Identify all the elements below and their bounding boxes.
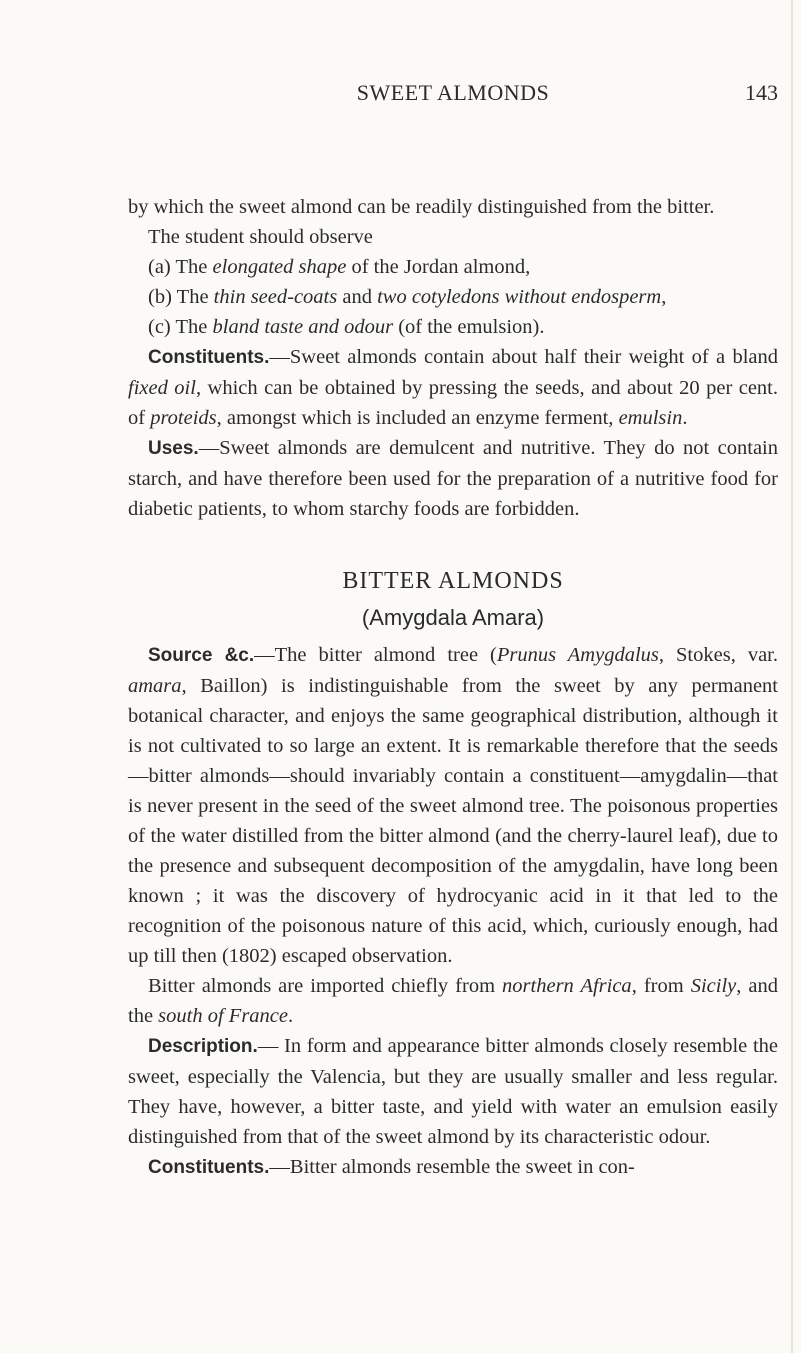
text-run: —Sweet almonds are demulcent and nutritive. They do not contain starch, and have therefore been used for the preparation of a nutritive food for diabetic patients, to whom starchy foods are forbidden. bbox=[128, 437, 778, 520]
list-item-b bbox=[128, 282, 778, 312]
list-emphasis: two cotyledons without endosperm bbox=[377, 286, 662, 308]
text-run: , amongst which is included an enzyme ferment, bbox=[216, 407, 619, 429]
text-run: Bitter almonds are imported chiefly from bbox=[148, 975, 503, 997]
emphasis: proteids bbox=[150, 407, 217, 429]
paragraph-continuation: by which the sweet almond can be readily distinguished from the bitter. bbox=[128, 196, 715, 218]
page-edge-shadow bbox=[791, 0, 793, 1353]
section-head-description: Description. bbox=[148, 1036, 258, 1057]
text-run: , which can be obtained by pressing the seeds, and about 20 per cent. of bbox=[128, 377, 778, 429]
section-head-constituents-bitter: Constituents. bbox=[148, 1157, 270, 1178]
text-run: —Bitter almonds resemble the sweet in con- bbox=[269, 1156, 635, 1178]
list-text: The bbox=[175, 316, 213, 338]
list-emphasis: elongated shape bbox=[212, 256, 347, 278]
list-item-a bbox=[128, 252, 778, 282]
list-text: and bbox=[337, 286, 378, 308]
list-emphasis: bland taste and odour bbox=[212, 316, 394, 338]
observation-list bbox=[128, 252, 778, 342]
list-text: The bbox=[175, 256, 213, 278]
paragraph-imports bbox=[128, 971, 778, 1031]
list-text: , bbox=[661, 286, 667, 308]
text-run: . bbox=[682, 407, 688, 429]
section-head-constituents: Constituents. bbox=[148, 347, 270, 368]
running-title: SWEET ALMONDS bbox=[356, 80, 550, 105]
page-body bbox=[128, 192, 778, 1183]
list-marker: (b) bbox=[148, 286, 172, 308]
text-run: , Stokes, var. bbox=[658, 644, 778, 666]
list-marker: (a) bbox=[148, 256, 171, 278]
emphasis: south of France bbox=[158, 1005, 288, 1027]
section-head-source: Source &c. bbox=[148, 645, 255, 666]
emphasis: Prunus Amygdalus bbox=[496, 644, 659, 666]
emphasis: amara bbox=[128, 675, 182, 697]
emphasis: Sicily bbox=[690, 975, 737, 997]
text-run: — In form and appearance bitter almonds closely resemble the sweet, especially the Valencia, but they are usually smaller and less regular. They have, however, a bitter taste, and yield with water an emulsion easily distinguished from that of the sweet almond by its characteristic odour. bbox=[128, 1035, 778, 1148]
list-emphasis: thin seed-coats bbox=[213, 286, 338, 308]
paragraph-uses bbox=[128, 433, 778, 524]
running-header bbox=[128, 80, 778, 112]
text-run: . bbox=[288, 1005, 294, 1027]
section-head-uses: Uses. bbox=[148, 438, 199, 459]
paragraph-constituents-bitter bbox=[128, 1152, 778, 1183]
text-run: , Baillon) is indistinguishable from the sweet by any permanent botanical character, and enjoys the same geographical distribution, although it is not cultivated to so large an extent. It is remarkable therefore that the seeds—bitter almonds—should invariably contain a constituent—amygdalin—that is never present in the seed of the sweet almond tree. The poisonous properties of the water distilled from the bitter almond (and the cherry-laurel leaf), due to the presence and subsequent decomposition of the amygdalin, have long been known ; it was the discovery of hydrocyanic acid in it that led to the recognition of the poisonous nature of this acid, which, curiously enough, had up till then (1802) escaped observation. bbox=[128, 675, 778, 967]
text-run: —The bitter almond tree ( bbox=[254, 644, 497, 666]
paragraph-source bbox=[128, 640, 778, 971]
section-subtitle: (Amygdala Amara) bbox=[361, 605, 545, 630]
text-run: , from bbox=[631, 975, 691, 997]
list-text: of the Jordan almond, bbox=[346, 256, 531, 278]
text-run: —Sweet almonds contain about half their weight of a bland bbox=[269, 346, 778, 368]
text-run: , and the bbox=[128, 975, 778, 1027]
paragraph-observe: The student should observe bbox=[148, 226, 373, 248]
list-text: (of the emulsion). bbox=[393, 316, 545, 338]
page-number: 143 bbox=[745, 80, 778, 105]
emphasis: emulsin bbox=[618, 407, 683, 429]
emphasis: northern Africa bbox=[502, 975, 632, 997]
emphasis: fixed oil bbox=[128, 377, 196, 399]
list-item-c bbox=[128, 312, 778, 342]
paragraph-description bbox=[128, 1031, 778, 1152]
section-title: BITTER ALMONDS bbox=[342, 568, 564, 594]
list-marker: (c) bbox=[148, 316, 171, 338]
list-text: The bbox=[176, 286, 214, 308]
paragraph-constituents bbox=[128, 342, 778, 433]
